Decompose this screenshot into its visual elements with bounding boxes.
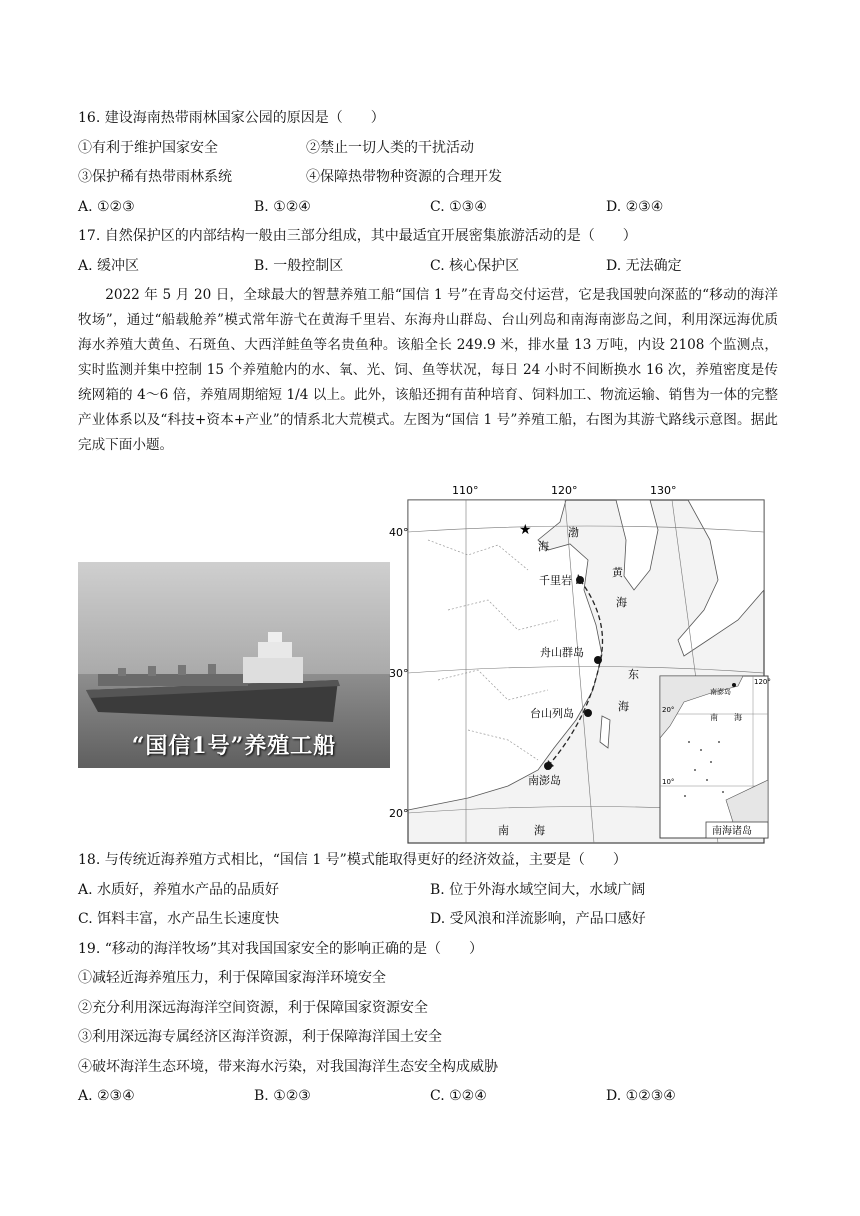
label-qianliyan: 千里岩 (539, 574, 572, 587)
q16-statement-4: ④保障热带物种资源的合理开发 (306, 169, 502, 185)
q17-option-c[interactable]: C. 核心保护区 (430, 258, 520, 274)
q18-option-a[interactable]: A. 水质好，养殖水产品的品质好 (78, 882, 280, 898)
lon-label-110: 110° (452, 484, 479, 497)
sea-dong: 东 (628, 668, 639, 681)
stop-nanpeng (544, 762, 552, 770)
route-map (388, 480, 782, 846)
inset-sea-nan: 南 (710, 713, 718, 722)
stop-taishan (584, 709, 592, 717)
inset-lon-120: 120° (754, 678, 771, 686)
q17-option-b[interactable]: B. 一般控制区 (254, 258, 344, 274)
q17-stem: 17. 自然保护区的内部结构一般由三部分组成，其中最适宜开展密集旅游活动的是（ ） (78, 228, 637, 244)
stop-zhoushan (594, 656, 602, 664)
ship-photo (78, 562, 390, 768)
q19-statement-3: ③利用深远海专属经济区海洋资源，利于保障海洋国土安全 (78, 1029, 442, 1045)
inset-label-nanpeng: 南澎岛 (710, 688, 731, 696)
passage (78, 283, 778, 458)
q18-option-b[interactable]: B. 位于外海水域空间大，水域广阔 (430, 882, 646, 898)
q19-option-b[interactable]: B. ①②③ (254, 1088, 311, 1104)
q18-option-c[interactable]: C. 饵料丰富，水产品生长速度快 (78, 911, 280, 927)
capital-star-icon: ★ (519, 522, 532, 538)
label-zhoushan: 舟山群岛 (540, 646, 584, 659)
inset-title: 南海诸岛 (712, 826, 752, 837)
q19-stem: 19. “移动的海洋牧场”其对我国国家安全的影响正确的是（ ） (78, 941, 484, 957)
sea-nan: 南 (498, 824, 509, 837)
q19-statement-1: ①减轻近海养殖压力，利于保障国家海洋环境安全 (78, 970, 386, 986)
q19-option-c[interactable]: C. ①②④ (430, 1088, 487, 1104)
inset-lat-10: 10° (662, 778, 675, 786)
stop-qianliyan (576, 576, 584, 584)
sea-huang-hai: 海 (616, 596, 627, 609)
lat-label-20: 20° (389, 807, 409, 820)
q16-stem: 16. 建设海南热带雨林国家公园的原因是（ ） (78, 110, 385, 126)
sea-huang: 黄 (612, 566, 623, 579)
q16-option-d[interactable]: D. ②③④ (606, 199, 664, 215)
sea-bohai-1: 渤 (568, 526, 579, 539)
q19-statement-2: ②充分利用深远海海洋空间资源，利于保障国家资源安全 (78, 1000, 428, 1016)
lon-label-120: 120° (551, 484, 578, 497)
sea-nan-hai: 海 (534, 824, 545, 837)
inset-map (660, 676, 771, 838)
label-nanpeng: 南澎岛 (528, 774, 561, 787)
inset-lat-20: 20° (662, 706, 675, 714)
q16-statement-3: ③保护稀有热带雨林系统 (78, 169, 232, 185)
q16-statement-1: ①有利于维护国家安全 (78, 140, 218, 156)
q17-option-d[interactable]: D. 无法确定 (606, 258, 682, 274)
q19-option-d[interactable]: D. ①②③④ (606, 1088, 676, 1104)
q18-option-d[interactable]: D. 受风浪和洋流影响，产品口感好 (430, 911, 646, 927)
lat-label-30: 30° (389, 667, 409, 680)
lon-label-130: 130° (650, 484, 677, 497)
lat-label-40: 40° (389, 526, 409, 539)
inset-stop-nanpeng (732, 683, 736, 687)
q16-statement-2: ②禁止一切人类的干扰活动 (306, 140, 474, 156)
q16-option-a[interactable]: A. ①②③ (78, 199, 135, 215)
q19-statement-4: ④破坏海洋生态环境，带来海水污染，对我国海洋生态安全构成威胁 (78, 1059, 498, 1075)
passage-text: 2022 年 5 月 20 日，全球最大的智慧养殖工船“国信 1 号”在青岛交付运营，它是我国驶向深蓝的“移动的海洋牧场”，通过“船载舱养”模式常年游弋在黄海千里岩、东海舟山群岛、台山列岛和南海南澎岛之间，利用深远海优质海水养殖大黄鱼、石斑鱼、大西洋鲑鱼等名贵鱼种。该船全长 249.9 米，排水量 13 万吨，内设 2108 个监测点，实时监测并集中控制 15 个养殖舱内的水、氧、光、饲、鱼等状况，每日 24 小时不间断换水 16 次，养殖密度是传统网箱的 4～6 倍，养殖周期缩短 1/4 以上。此外，该船还拥有苗种培育、饲料加工、物流运输、销售为一体的完整产业体系以及“科技+资本+产业”的情系北大荒模式。左图为“国信 1 号”养殖工船，右图为其游弋路线示意图。据此完成下面小题。 (78, 287, 778, 453)
q16-option-c[interactable]: C. ①③④ (430, 199, 487, 215)
sea-bohai-2: 海 (538, 540, 549, 553)
q16-option-b[interactable]: B. ①②④ (254, 199, 311, 215)
label-taishan: 台山列岛 (530, 707, 574, 720)
taiwan (600, 716, 610, 748)
q18-stem: 18. 与传统近海养殖方式相比，“国信 1 号”模式能取得更好的经济效益，主要是（ ） (78, 852, 627, 868)
photo-caption: “国信1号”养殖工船 (131, 733, 337, 759)
q17-option-a[interactable]: A. 缓冲区 (78, 258, 140, 274)
sea-dong-hai: 海 (618, 700, 629, 713)
inset-sea-hai: 海 (734, 713, 742, 722)
q19-option-a[interactable]: A. ②③④ (78, 1088, 135, 1104)
